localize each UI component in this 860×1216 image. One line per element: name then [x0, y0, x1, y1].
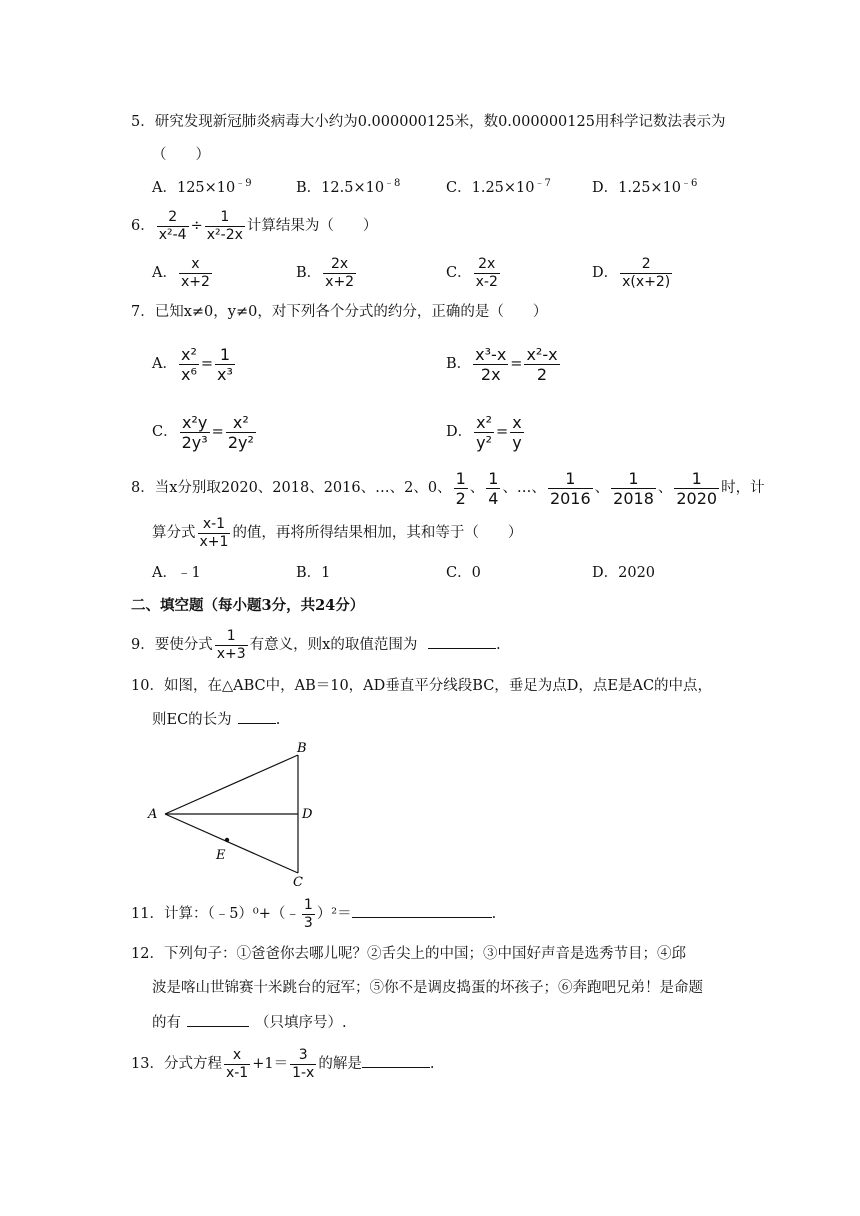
q6-option-a: A． $\frac{x}{x+2}$: [152, 255, 210, 290]
q5-paren: （ ）: [152, 147, 210, 163]
q12-answer-blank: [187, 1012, 249, 1027]
q5-option-b: B．$12.5\times 10^{﹣8}$: [296, 178, 401, 196]
label-e: E: [216, 848, 226, 863]
q5-option-d: D．$1.25\times 10^{﹣6}$: [592, 178, 698, 196]
point-e: [225, 838, 229, 842]
segment-ac: [165, 814, 298, 873]
q5-option-a: A．$125\times 10^{﹣9}$: [152, 178, 252, 196]
q8-option-c: C．0: [446, 565, 481, 581]
q12-stem-line1: 12．下列句子：①爸爸你去哪儿呢？②舌尖上的中国；③中国好声音是选秀节目；④邱: [131, 946, 686, 962]
q5-stem: 5．研究发现新冠肺炎病毒大小约为0.000000125米，数0.000000125用科学记数法表示为: [131, 114, 726, 130]
q11-answer-blank: [352, 903, 492, 918]
q8-stem-line1: 8．当x分别取2020、2018、2016、…、2、0、 $\frac{1}{2}$ 、 $\frac{1}{4}$ 、…、 $\frac{1}{2016}$ 、 $\frac{1}{2018}$ 、 $\frac{1}{2020}$ 时，计: [131, 468, 765, 508]
q8-option-b: B．1: [296, 565, 331, 581]
q10-stem-line2: 则EC的长为 .: [152, 709, 280, 730]
q6-option-c: C． $\frac{2x}{x-2}$: [446, 255, 498, 290]
q6-option-d: D． $\frac{2}{x(x+2)}$: [592, 255, 671, 290]
label-d: D: [302, 807, 313, 822]
q11-stem: 11．计算：（﹣5）⁰+（﹣ $\frac{1}{3}$ ）²＝ .: [131, 896, 497, 931]
q8-option-a: A．﹣1: [152, 565, 201, 581]
q10-answer-blank: [238, 709, 276, 724]
q6-option-b: B． $\frac{2x}{x+2}$: [296, 255, 355, 290]
q8-stem-line2: 算分式 $\frac{x-1}{x+1}$ 的值，再将所得结果相加，其和等于（ ）: [152, 515, 523, 550]
q8-option-d: D．2020: [592, 565, 656, 581]
q13-stem: 13．分式方程 $\frac{x}{x-1}$ +1＝ $\frac{3}{1-x}$ 的解是 .: [131, 1046, 435, 1081]
q10-stem-line1: 10．如图，在△ABC中，AB＝10，AD垂直平分线段BC，垂足为点D，点E是AC的中点，: [131, 678, 713, 694]
q6-stem: 6． $\frac{2}{\text{x²-4}}$ ÷ $\frac{1}{\text{x²-2x}}$ 计算结果为（ ）: [131, 208, 378, 243]
q5-option-c: C．$1.25\times 10^{﹣7}$: [446, 178, 551, 196]
q7-option-d: D． $\frac{\text{x²}}{\text{y²}}$ = $\frac{x}{y}$: [446, 412, 522, 452]
label-b: B: [297, 741, 307, 756]
triangle-figure: [145, 738, 325, 888]
q13-answer-blank: [362, 1053, 430, 1068]
q9-stem: 9．要使分式 $\frac{1}{x+3}$ 有意义，则x的取值范围为 .: [131, 627, 501, 662]
label-c: C: [293, 875, 303, 888]
q7-option-b: B． $\frac{\text{x³-x}}{2x}$ = $\frac{\text{x²-x}}{2}$: [446, 344, 558, 384]
q9-answer-blank: [428, 634, 496, 649]
q12-stem-line3: 的有 （只填序号）.: [152, 1012, 347, 1033]
q6-fraction-1: $\frac{2}{\text{x²-4}}$: [158, 208, 187, 243]
q7-option-a: A． $\frac{\text{x²}}{\text{x⁶}}$ = $\frac{1}{\text{x³}}$: [152, 344, 233, 384]
label-a: A: [148, 807, 158, 822]
q6-fraction-2: $\frac{1}{\text{x²-2x}}$: [206, 208, 243, 243]
q7-option-c: C． $\frac{\text{x²y}}{\text{2y³}}$ = $\frac{\text{x²}}{\text{2y²}}$: [152, 412, 254, 452]
q12-stem-line2: 波是喀山世锦赛十米跳台的冠军；⑤你不是调皮捣蛋的坏孩子；⑥奔跑吧兄弟！是命题: [152, 980, 703, 996]
segment-ab: [165, 755, 298, 814]
q7-stem: 7．已知x≠0，y≠0，对下列各个分式的约分，正确的是（ ）: [131, 304, 548, 320]
section-heading: 二、填空题（每小题3分，共24分）: [131, 597, 365, 614]
